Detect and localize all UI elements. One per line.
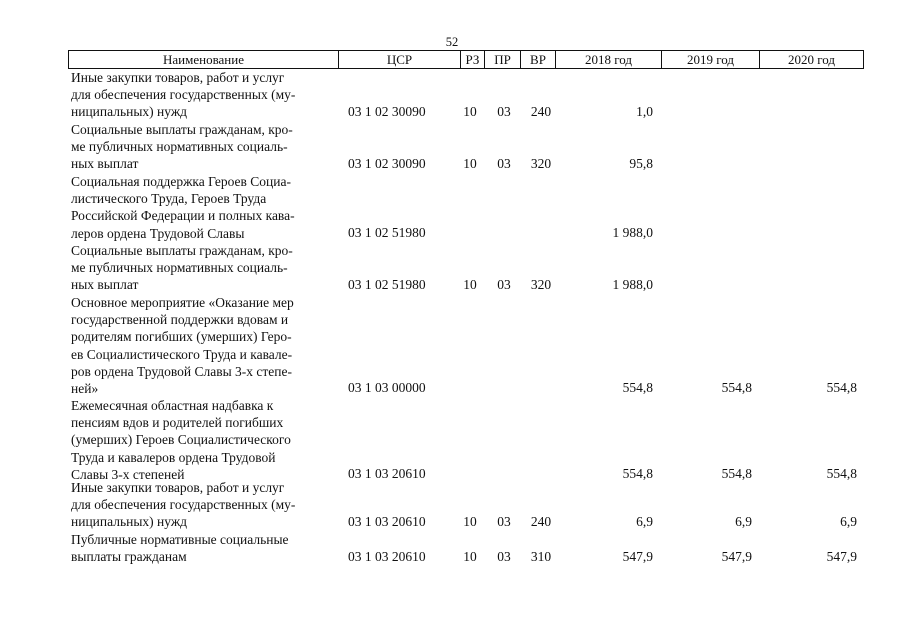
row-rz: 10 [463, 104, 477, 119]
row-rz: 10 [463, 277, 477, 292]
row-name: Социальная поддержка Героев Социа- листического Труда, Героев Труда Российской Федерации и полных кава- леров ордена Трудовой Славы [71, 174, 295, 241]
row-name: Ежемесячная областная надбавка к пенсиям вдов и родителей погибших (умерших) Героев Социалистического Труда и кавалеров ордена Трудовой Славы 3-х степеней [71, 398, 291, 482]
row-csr: 03 1 03 00000 [348, 380, 426, 395]
row-name: Иные закупки товаров, работ и услуг для обеспечения государственных (му- ниципальных) нужд [71, 70, 296, 120]
row-vr: 310 [530, 549, 552, 564]
table-row [0, 69, 905, 121]
row-pr: 03 [497, 277, 511, 292]
header-rz: РЗ [460, 51, 484, 68]
row-2020: 554,8 [826, 380, 857, 395]
row-rz: 10 [463, 549, 477, 564]
row-name: Социальные выплаты гражданам, кро- ме публичных нормативных социаль- ных выплат [71, 243, 293, 293]
header-2019: 2019 год [661, 51, 759, 68]
header-pr: ПР [484, 51, 520, 68]
row-csr: 03 1 03 20610 [348, 466, 426, 481]
header-2020: 2020 год [759, 51, 863, 68]
row-name: Публичные нормативные социальные выплаты гражданам [71, 532, 289, 565]
page-number: 52 [445, 35, 459, 49]
row-vr: 240 [530, 514, 552, 529]
row-2018: 1 988,0 [612, 277, 653, 292]
row-pr: 03 [497, 104, 511, 119]
row-name: Иные закупки товаров, работ и услуг для обеспечения государственных (му- ниципальных) нужд [71, 480, 296, 530]
table-header [68, 50, 864, 69]
table-row [0, 121, 905, 173]
row-2018: 1 988,0 [612, 225, 653, 240]
row-csr: 03 1 03 20610 [348, 549, 426, 564]
row-2019: 547,9 [721, 549, 752, 564]
row-2019: 554,8 [721, 380, 752, 395]
row-csr: 03 1 03 20610 [348, 514, 426, 529]
row-2019: 6,9 [735, 514, 752, 529]
table-row [0, 242, 905, 294]
row-vr: 240 [530, 104, 552, 119]
row-pr: 03 [497, 549, 511, 564]
header-vr: ВР [520, 51, 555, 68]
header-csr: ЦСР [338, 51, 460, 68]
table-row [0, 531, 905, 566]
row-csr: 03 1 02 30090 [348, 156, 426, 171]
row-2020: 554,8 [826, 466, 857, 481]
row-vr: 320 [530, 277, 552, 292]
row-rz: 10 [463, 514, 477, 529]
row-2018: 1,0 [636, 104, 653, 119]
row-2019: 554,8 [721, 466, 752, 481]
row-csr: 03 1 02 30090 [348, 104, 426, 119]
row-pr: 03 [497, 156, 511, 171]
row-2018: 6,9 [636, 514, 653, 529]
table-row [0, 479, 905, 531]
row-2018: 554,8 [622, 380, 653, 395]
header-2018: 2018 год [555, 51, 661, 68]
row-vr: 320 [530, 156, 552, 171]
row-csr: 03 1 02 51980 [348, 225, 426, 240]
row-2018: 95,8 [629, 156, 653, 171]
header-name: Наименование [163, 52, 244, 67]
table-row [0, 294, 905, 397]
row-name: Социальные выплаты гражданам, кро- ме публичных нормативных социаль- ных выплат [71, 122, 293, 172]
row-2018: 554,8 [622, 466, 653, 481]
table-row [0, 397, 905, 483]
row-csr: 03 1 02 51980 [348, 277, 426, 292]
row-2020: 547,9 [826, 549, 857, 564]
row-2018: 547,9 [622, 549, 653, 564]
table-row [0, 173, 905, 242]
row-rz: 10 [463, 156, 477, 171]
row-pr: 03 [497, 514, 511, 529]
row-2020: 6,9 [840, 514, 857, 529]
row-name: Основное мероприятие «Оказание мер государственной поддержки вдовам и родителям погибших (умерших) Геро- ев Социалистического Труда и кавале- ров ордена Трудовой Славы 3-х степе- ней» [71, 295, 294, 397]
